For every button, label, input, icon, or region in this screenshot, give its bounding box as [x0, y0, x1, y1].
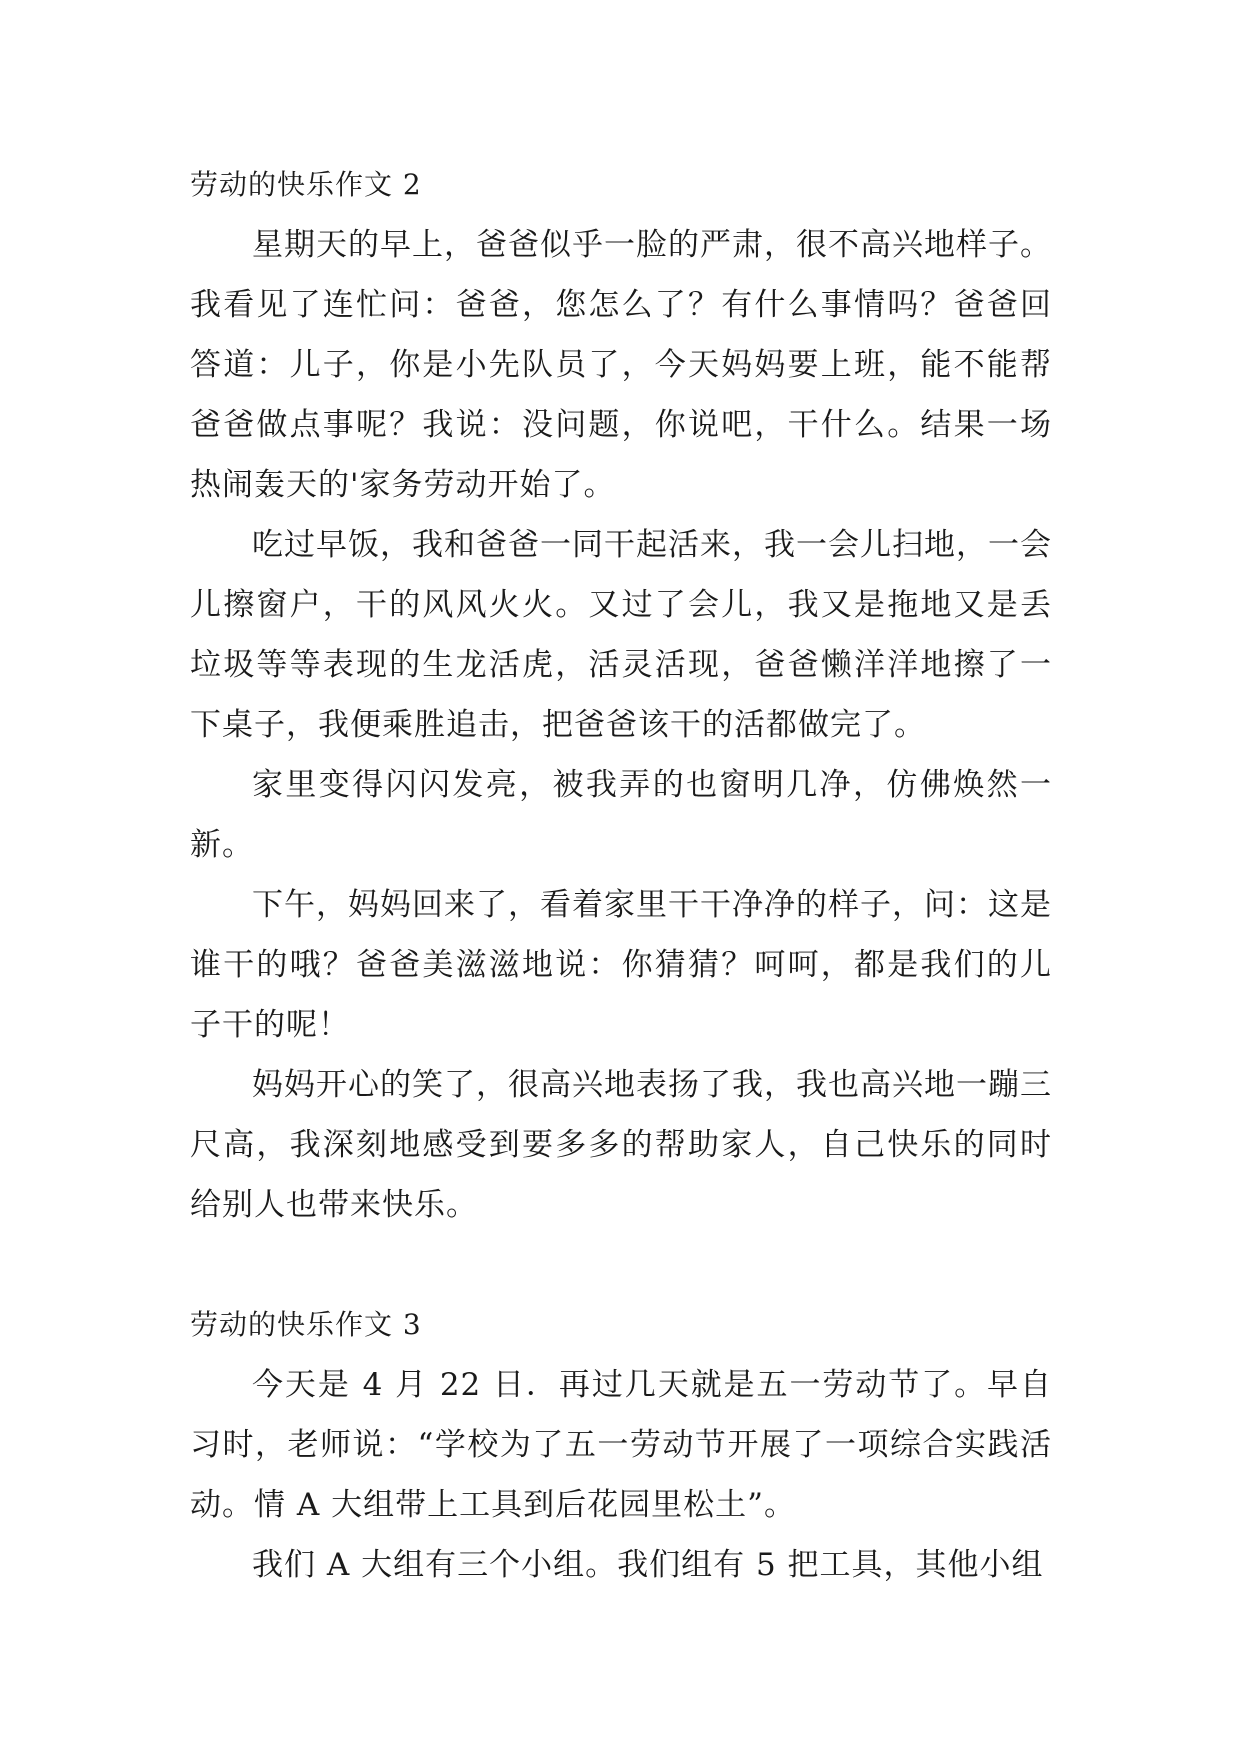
paragraph: 今天是 4 月 22 日．再过几天就是五一劳动节了。早自习时，老师说：“学校为了五一劳动节开展了一项综合实践活动。情 A 大组带上工具到后花园里松土”。	[190, 1367, 1052, 1523]
paragraph: 家里变得闪闪发亮，被我弄的也窗明几净，仿佛焕然一新。	[190, 767, 1052, 863]
paragraph: 吃过早饭，我和爸爸一同干起活来，我一会儿扫地，一会儿擦窗户，干的风风火火。又过了会儿，我又是拖地又是丢垃圾等等表现的生龙活虎，活灵活现，爸爸懒洋洋地擦了一下桌子，我便乘胜追击，把爸爸该干的活都做完了。	[190, 527, 1052, 743]
document-page	[190, 155, 1052, 1595]
essay-section-3	[190, 1295, 1052, 1595]
essay-section-2	[190, 155, 1052, 1235]
section-title: 劳动的快乐作文 2	[190, 168, 422, 201]
paragraph: 星期天的早上，爸爸似乎一脸的严肃，很不高兴地样子。我看见了连忙问：爸爸，您怎么了？有什么事情吗？爸爸回答道：儿子，你是小先队员了，今天妈妈要上班，能不能帮爸爸做点事呢？我说：没问题，你说吧，干什么。结果一场热闹轰天的'家务劳动开始了。	[190, 227, 1052, 503]
section-title: 劳动的快乐作文 3	[190, 1308, 422, 1341]
paragraph: 妈妈开心的笑了，很高兴地表扬了我，我也高兴地一蹦三尺高，我深刻地感受到要多多的帮助家人，自己快乐的同时给别人也带来快乐。	[190, 1067, 1052, 1223]
paragraph: 我们 A 大组有三个小组。我们组有 5 把工具，其他小组	[252, 1547, 1044, 1583]
paragraph: 下午，妈妈回来了，看着家里干干净净的样子，问：这是谁干的哦？爸爸美滋滋地说：你猜猜？呵呵，都是我们的儿子干的呢！	[190, 887, 1052, 1043]
